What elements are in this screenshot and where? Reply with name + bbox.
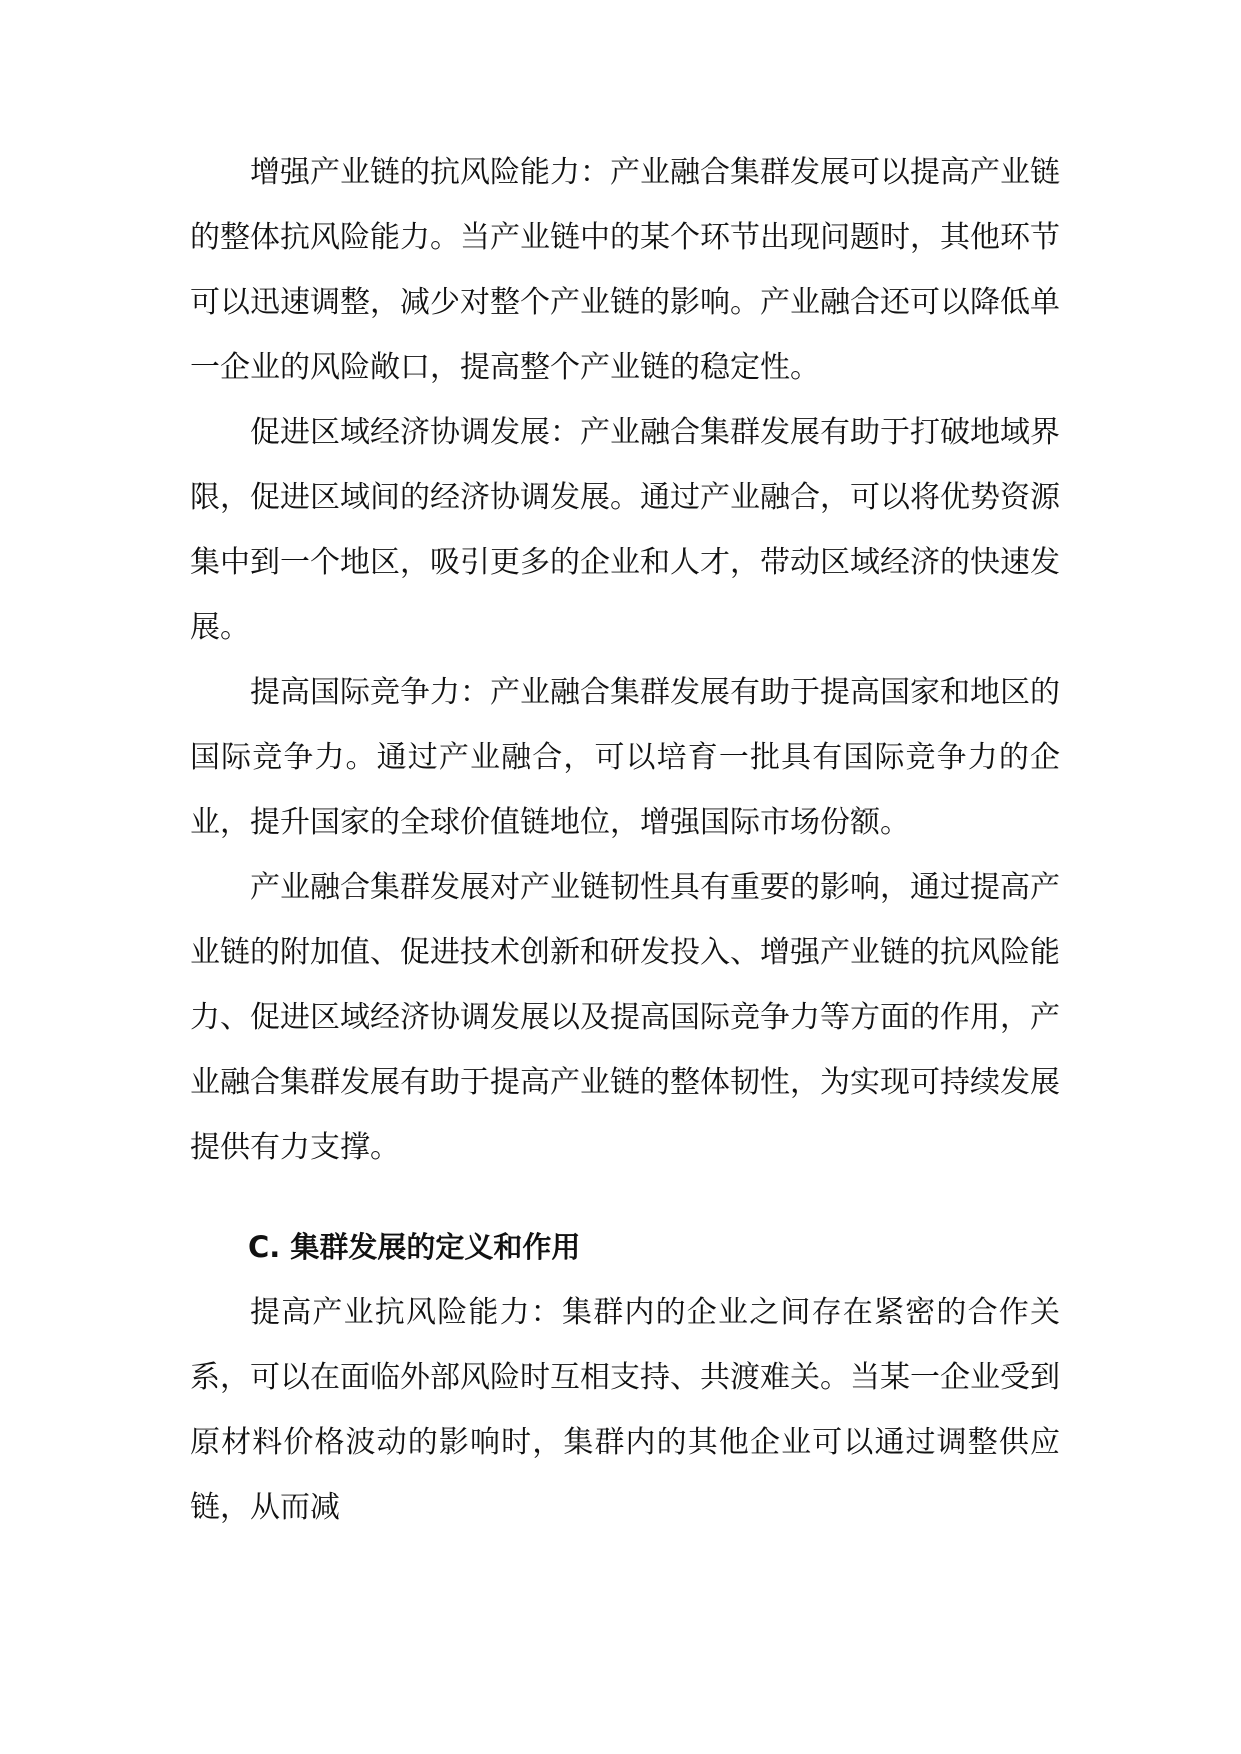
- document-body: [190, 140, 1060, 1540]
- paragraph-risk-resistance: 增强产业链的抗风险能力：产业融合集群发展可以提高产业链的整体抗风险能力。当产业链中的某个环节出现问题时，其他环节可以迅速调整，减少对整个产业链的影响。产业融合还可以降低单一企业的风险敞口，提高整个产业链的稳定性。: [190, 155, 1060, 385]
- section-heading: C. 集群发展的定义和作用: [248, 1230, 581, 1264]
- paragraph-regional-development: 促进区域经济协调发展：产业融合集群发展有助于打破地域界限，促进区域间的经济协调发展。通过产业融合，可以将优势资源集中到一个地区，吸引更多的企业和人才，带动区域经济的快速发展。: [190, 415, 1060, 645]
- paragraph-summary: 产业融合集群发展对产业链韧性具有重要的影响，通过提高产业链的附加值、促进技术创新和研发投入、增强产业链的抗风险能力、促进区域经济协调发展以及提高国际竞争力等方面的作用，产业融合集群发展有助于提高产业链的整体韧性，为实现可持续发展提供有力支撑。: [190, 870, 1060, 1165]
- paragraph-international-competitiveness: 提高国际竞争力：产业融合集群发展有助于提高国家和地区的国际竞争力。通过产业融合，可以培育一批具有国际竞争力的企业，提升国家的全球价值链地位，增强国际市场份额。: [190, 675, 1060, 840]
- paragraph-cluster-risk: 提高产业抗风险能力：集群内的企业之间存在紧密的合作关系，可以在面临外部风险时互相支持、共渡难关。当某一企业受到原材料价格波动的影响时，集群内的其他企业可以通过调整供应链，从而减: [190, 1295, 1060, 1525]
